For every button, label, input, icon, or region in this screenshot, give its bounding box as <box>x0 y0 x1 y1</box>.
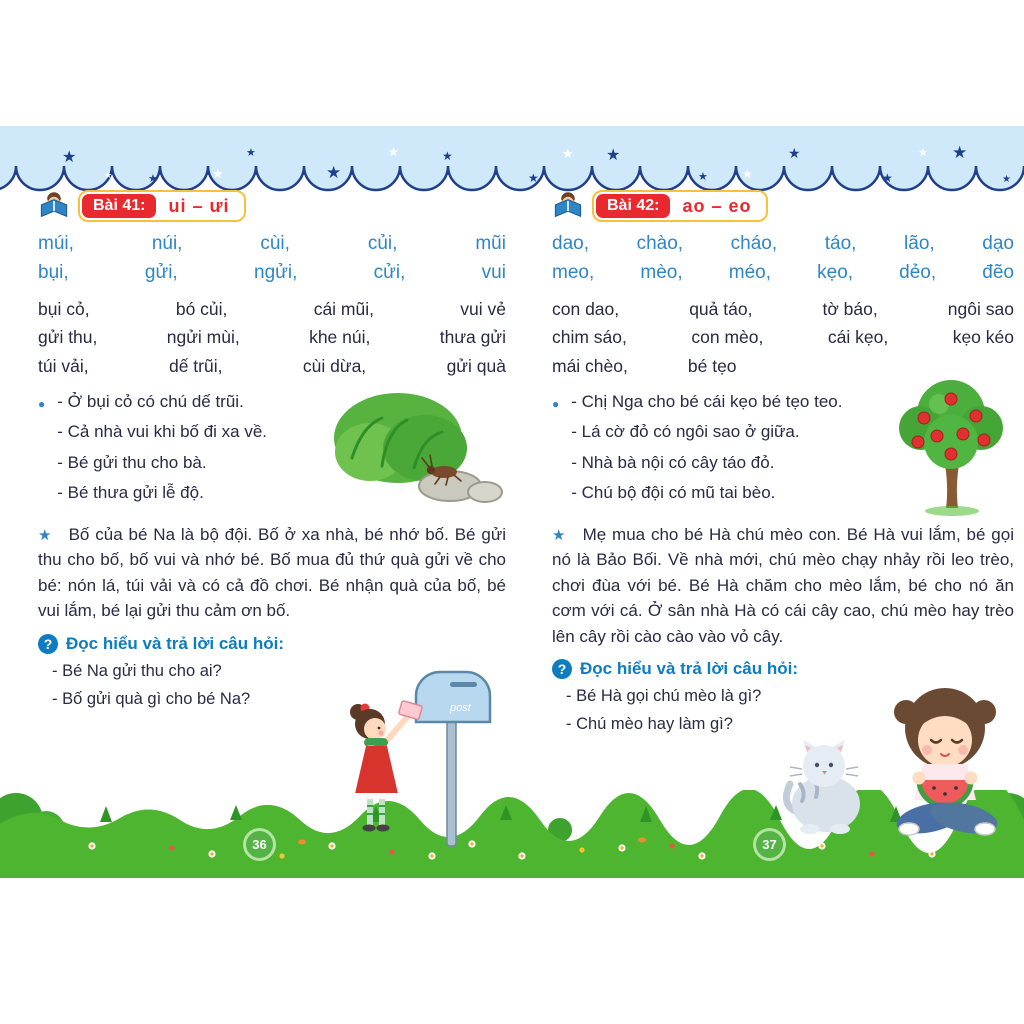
sentence: - Chị Nga cho bé cái kẹo bé tẹo teo. <box>571 392 843 412</box>
question: - Bé Hà gọi chú mèo là gì? <box>566 687 762 706</box>
syllable-rows <box>38 230 506 287</box>
word-row <box>38 323 506 351</box>
svg-text:★: ★ <box>246 146 256 159</box>
word: cái kẹo, <box>827 327 889 348</box>
lesson-number-badge: Bài 41: <box>82 194 156 218</box>
syllable: táo, <box>824 233 857 254</box>
reading-child-icon <box>552 190 584 222</box>
lesson-header <box>38 190 506 222</box>
syllable-rows <box>552 230 1014 287</box>
comprehension-header <box>552 659 1014 679</box>
word: cái mũi, <box>313 299 374 319</box>
bullet-icon: ● <box>552 397 560 412</box>
svg-text:★: ★ <box>742 167 753 181</box>
lesson-title: ao – eo <box>682 195 752 216</box>
word: thưa gửi <box>439 327 506 348</box>
syllable: méo, <box>728 261 771 283</box>
svg-text:★: ★ <box>528 171 539 185</box>
reading-passage <box>552 522 1014 650</box>
top-scallop-border <box>0 126 1024 196</box>
svg-text:★: ★ <box>62 147 77 166</box>
sentence-lines <box>57 390 267 512</box>
passage-text: Mẹ mua cho bé Hà chú mèo con. Bé Hà vui lắm, bé gọi nó là Bảo Bối. Về nhà mới, chú mèo chạy nhảy rồi leo trèo, chơi đùa với bé. Bé Hà chăm cho mèo lắm, bé cho nó ăn cơm với cá. Ở sân nhà Hà có cái cây cao, chú mèo hay trèo lên cây rồi cào cào vào vỏ cây. <box>552 524 1014 646</box>
syllable: củi, <box>367 233 398 254</box>
lesson-number-badge: Bài 42: <box>596 194 670 218</box>
syllable: cháo, <box>730 233 778 254</box>
question-mark-icon: ? <box>38 634 58 654</box>
sentence-lines <box>571 390 842 512</box>
lesson-title: ui – ưi <box>168 195 230 216</box>
word: quả táo, <box>689 299 753 319</box>
svg-text:★: ★ <box>918 146 928 159</box>
syllable: dạo <box>982 233 1014 254</box>
syllable: chào, <box>636 233 684 254</box>
lesson-pill <box>78 190 246 222</box>
word: bé tẹo <box>687 355 737 376</box>
word: khe núi, <box>309 327 371 348</box>
svg-text:★: ★ <box>442 149 453 163</box>
page-number-badge: 37 <box>756 831 783 858</box>
question: - Bố gửi quà gì cho bé Na? <box>52 689 251 708</box>
left-page <box>38 190 506 718</box>
word-row <box>38 352 506 380</box>
word: cùi dừa, <box>302 355 367 376</box>
syllable: meo, <box>552 261 595 283</box>
svg-text:★: ★ <box>148 172 158 185</box>
word-row <box>552 352 1014 380</box>
syllable-row <box>552 230 1014 259</box>
word-rows <box>38 295 506 380</box>
question: - Bé Na gửi thu cho ai? <box>52 661 222 680</box>
cat-figure <box>786 740 860 834</box>
word: vui vẻ <box>460 299 506 319</box>
syllable: kẹo, <box>817 261 854 283</box>
sentence: - Chú bộ đội có mũ tai bèo. <box>571 483 776 503</box>
sentence: - Bé thưa gửi lễ độ. <box>57 483 204 503</box>
sentence: - Ở bụi cỏ có chú dế trũi. <box>57 392 244 412</box>
syllable-row <box>38 259 506 288</box>
comprehension-header <box>38 634 506 654</box>
word: gửi quà <box>446 355 506 376</box>
sentence: - Lá cờ đỏ có ngôi sao ở giữa. <box>571 422 800 442</box>
star-icon: ★ <box>38 526 53 544</box>
syllable: dẻo, <box>899 261 937 283</box>
word: tờ báo, <box>822 299 878 319</box>
sentence: - Nhà bà nội có cây táo đỏ. <box>571 452 775 472</box>
syllable: mèo, <box>640 261 683 283</box>
syllable: lão, <box>904 233 935 254</box>
question-mark-icon: ? <box>552 659 572 679</box>
comprehension-questions <box>552 687 1014 734</box>
page-number-badge: 36 <box>246 831 273 858</box>
comprehension-questions <box>38 662 506 709</box>
star-icon: ★ <box>552 526 567 544</box>
lesson-pill <box>592 190 768 222</box>
word: kẹo kéo <box>952 327 1014 348</box>
word: ngửi mùi, <box>166 327 240 348</box>
word-rows <box>552 295 1014 380</box>
word: túi vải, <box>38 355 89 376</box>
syllable: múi, <box>38 233 74 254</box>
svg-text:★: ★ <box>388 145 399 159</box>
svg-text:★: ★ <box>104 171 113 181</box>
reading-passage <box>38 522 506 624</box>
syllable: mũi <box>475 233 506 254</box>
word: con mèo, <box>691 327 764 348</box>
syllable: ngửi, <box>254 261 298 283</box>
syllable: cửi, <box>373 261 406 283</box>
syllable: đẽo <box>982 261 1014 283</box>
girl-figure <box>350 701 423 832</box>
lesson-header <box>552 190 1014 222</box>
svg-text:★: ★ <box>606 145 621 164</box>
word: dế trũi, <box>168 355 223 376</box>
word-row <box>38 295 506 323</box>
svg-text:★: ★ <box>212 167 224 182</box>
right-page <box>552 190 1014 743</box>
word-row <box>552 323 1014 351</box>
svg-text:★: ★ <box>1002 174 1011 185</box>
bullet-icon: ● <box>38 397 46 412</box>
svg-text:★: ★ <box>788 146 801 162</box>
word: mái chèo, <box>552 355 628 376</box>
sentence-practice <box>552 390 1014 512</box>
word: gửi thu, <box>38 327 98 348</box>
syllable: cùi, <box>260 233 290 254</box>
word: con dao, <box>552 299 620 319</box>
svg-text:★: ★ <box>952 143 968 163</box>
question: - Chú mèo hay làm gì? <box>566 715 733 734</box>
sentence: - Cả nhà vui khi bố đi xa về. <box>57 422 268 442</box>
syllable-row <box>38 230 506 259</box>
syllable: núi, <box>151 233 183 254</box>
word: ngôi sao <box>947 299 1014 319</box>
word: bụi cỏ, <box>38 299 90 319</box>
sentence-practice <box>38 390 506 512</box>
comprehension-title: Đọc hiểu và trả lời câu hỏi: <box>580 659 799 679</box>
word-row <box>552 295 1014 323</box>
syllable-row <box>552 259 1014 288</box>
reading-child-icon <box>38 190 70 222</box>
svg-text:★: ★ <box>562 147 574 162</box>
mailbox-label: post <box>450 702 471 714</box>
syllable: vui <box>481 261 506 283</box>
syllable: bụi, <box>38 261 69 283</box>
passage-text: Bố của bé Na là bộ đội. Bố ở xa nhà, bé nhớ bố. Bé gửi thu cho bố, bố vui và nhớ bé. Bố mua đủ thứ quà gửi về cho bé: nón lá, túi vải và có cả đồ chơi. Bé nhận quà của bố, bé vui lắm, bé lại gửi thu cảm ơn bố. <box>38 524 506 621</box>
svg-text:★: ★ <box>698 170 708 183</box>
svg-text:★: ★ <box>326 163 342 183</box>
svg-text:★: ★ <box>882 171 893 185</box>
comprehension-title: Đọc hiểu và trả lời câu hỏi: <box>66 633 285 653</box>
sentence: - Bé gửi thu cho bà. <box>57 452 207 472</box>
word: bó củi, <box>175 299 228 319</box>
word: chim sáo, <box>552 327 627 348</box>
syllable: gửi, <box>144 261 178 283</box>
syllable: dao, <box>552 233 589 254</box>
